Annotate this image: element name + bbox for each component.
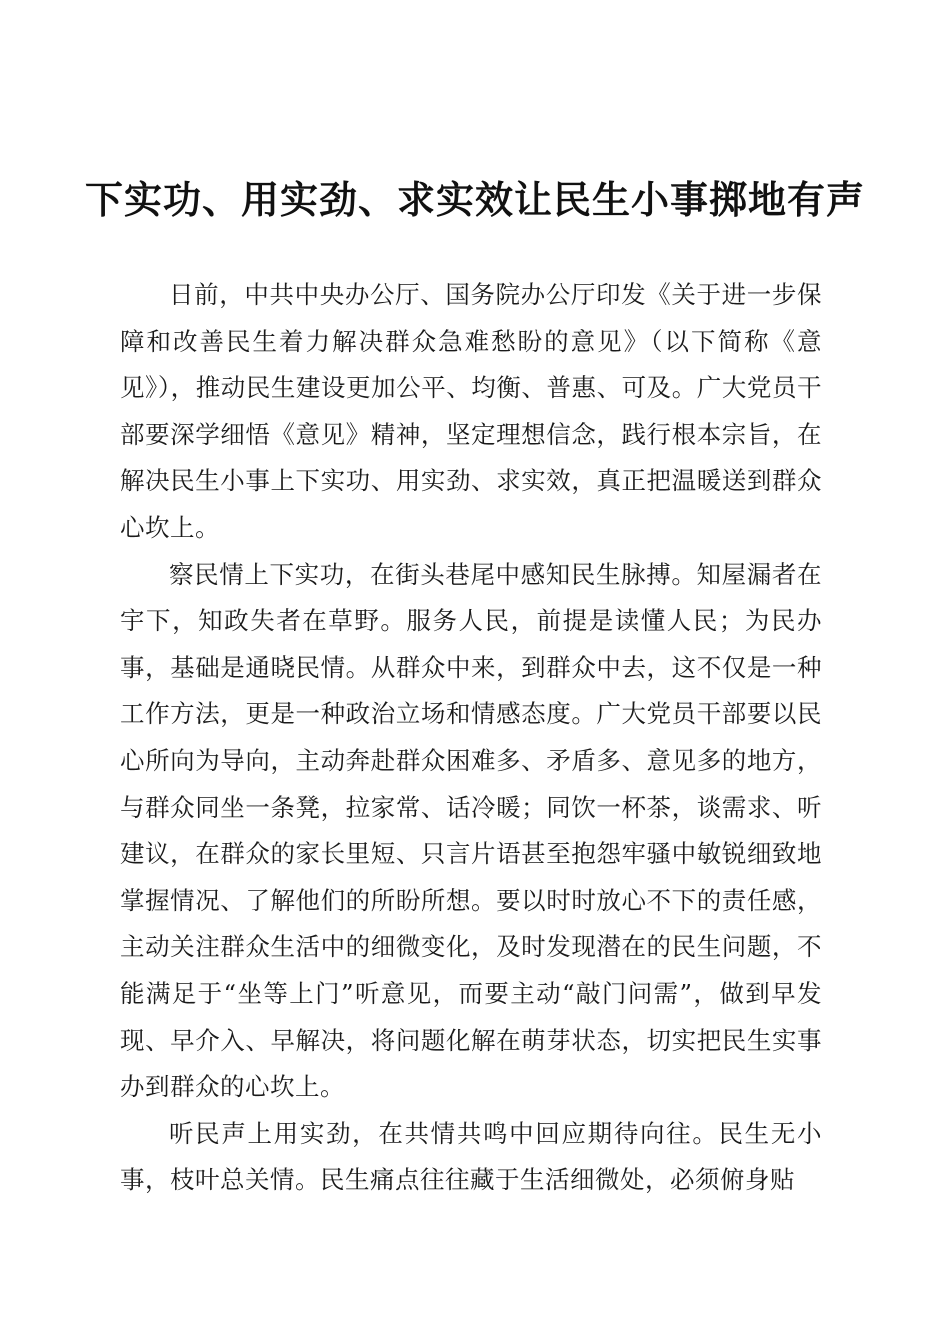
document-title: 下实功、用实劲、求实效让民生小事掷地有声 — [84, 178, 865, 222]
paragraph-3: 听民声上用实劲，在共情共鸣中回应期待向往。民生无小事，枝叶总关情。民生痛点往往藏于生活细微处，必须俯身贴 — [120, 1118, 822, 1195]
paragraph-2: 察民情上下实功，在街头巷尾中感知民生脉搏。知屋漏者在宇下，知政失者在草野。服务人民，前提是读懂人民；为民办事，基础是通晓民情。从群众中来，到群众中去，这不仅是一种工作方法，更是一种政治立场和情感态度。广大党员干部要以民心所向为导向，主动奔赴群众困难多、矛盾多、意见多的地方，与群众同坐一条凳，拉家常、话冷暖；同饮一杯茶，谈需求、听建议，在群众的家长里短、只言片语甚至抱怨牢骚中敏锐细致地掌握情况、了解他们的所盼所想。要以时时放心不下的责任感，主动关注群众生活中的细微变化，及时发现潜在的民生问题，不能满足于“坐等上门”听意见，而要主动“敲门问需”，做到早发现、早介入、早解决，将问题化解在萌芽状态，切实把民生实事办到群众的心坎上。 — [120, 559, 822, 1102]
paragraph-1: 日前，中共中央办公厅、国务院办公厅印发《关于进一步保障和改善民生着力解决群众急难愁盼的意见》（以下简称《意见》），推动民生建设更加公平、均衡、普惠、可及。广大党员干部要深学细悟《意见》精神，坚定理想信念，践行根本宗旨，在解决民生小事上下实功、用实劲、求实效，真正把温暖送到群众心坎上。 — [120, 280, 822, 542]
document-body — [120, 272, 822, 1204]
